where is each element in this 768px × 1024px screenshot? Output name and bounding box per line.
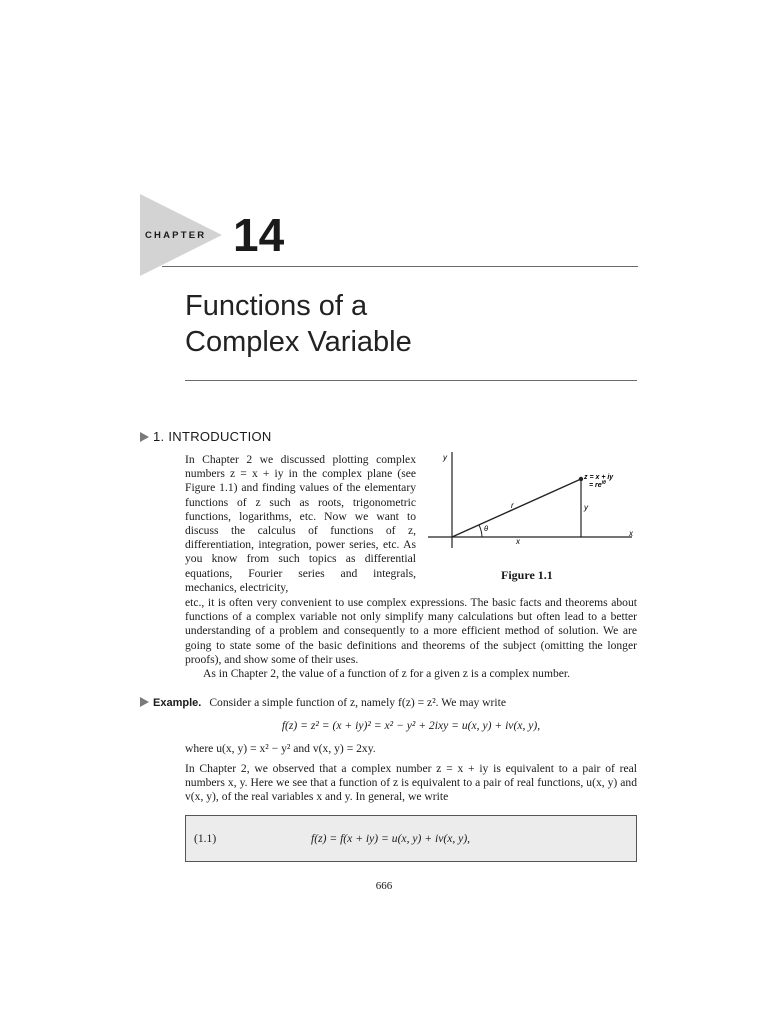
example-where-line: where u(x, y) = x² − y² and v(x, y) = 2xy. xyxy=(185,742,376,755)
example-line xyxy=(140,696,506,709)
chapter-title-line2: Complex Variable xyxy=(185,326,412,358)
y-segment-label: y xyxy=(584,503,588,512)
intro-paragraph-narrow: In Chapter 2 we discussed plotting complex numbers z = x + iy in the complex plane (see Figure 1.1) and finding values of the elementary functions of z such as roots, trigonometric functions, logarithms, etc. Now we want to discuss the calculus of functions of z, differentiation, integration, power series, etc. As you know from such topics as differential equations, Fourier series and integrals, mechanics, electricity, xyxy=(185,453,416,594)
chapter-label: CHAPTER xyxy=(145,230,207,241)
point-label-line2 xyxy=(589,480,606,489)
example-equation: f(z) = z² = (x + iy)² = x² − y² + 2ixy = u(x, y) + iv(x, y), xyxy=(281,719,541,732)
complex-plane-figure xyxy=(424,448,644,548)
chapter-title-line1: Functions of a xyxy=(185,290,368,322)
chapter-title xyxy=(185,288,625,360)
chapter-rule-top xyxy=(162,266,638,267)
section-bullet-icon xyxy=(140,432,149,442)
point-label-line1: z = x + iy xyxy=(584,474,614,481)
section-heading-text: 1. INTRODUCTION xyxy=(153,429,272,444)
figure-caption: Figure 1.1 xyxy=(501,568,553,582)
y-axis-label: y xyxy=(443,453,447,462)
paragraph-complex-pair: In Chapter 2, we observed that a complex number z = x + iy is equivalent to a pair of real numbers x, y. Here we see that a function of z is equivalent to a pair of real functions, u(x, y) and v(x, y), of the real variables x and y. In general, we write xyxy=(185,762,637,804)
radius-line xyxy=(452,479,581,537)
page-number: 666 xyxy=(375,880,393,892)
point-z xyxy=(579,477,583,481)
x-axis-label: x xyxy=(629,529,633,538)
boxed-equation xyxy=(185,815,637,862)
example-bullet-icon xyxy=(140,697,149,707)
chapter-rule-bottom xyxy=(185,380,637,381)
x-segment-label: x xyxy=(516,537,520,546)
example-text: Consider a simple function of z, namely f(z) = z². We may write xyxy=(209,696,506,709)
chapter-number: 14 xyxy=(233,209,285,261)
intro-paragraph-wide xyxy=(185,596,637,681)
theta-arc xyxy=(479,525,482,537)
intro-last-line: As in Chapter 2, the value of a function of z for a given z is a complex number. xyxy=(203,667,571,681)
intro-wide-text: etc., it is often very convenient to use complex expressions. The basic facts and theorems about functions of a complex variable not only simplify many calculations but often lead to a better understanding of a problem and consequently to a more efficient method of solution. We are going to state some of the basic definitions and theorems of the subject (omitting the longer proofs), and show some of their uses. xyxy=(185,596,637,666)
section-heading xyxy=(140,429,272,444)
r-label: r xyxy=(511,501,514,510)
theta-label: θ xyxy=(484,524,489,533)
example-label: Example. xyxy=(153,697,202,709)
point-label-exponent: iθ xyxy=(601,480,606,486)
equation-label: (1.1) xyxy=(194,832,217,845)
point-label-line2-text: = re xyxy=(589,482,602,489)
equation-body: f(z) = f(x + iy) = u(x, y) + iv(x, y), xyxy=(311,832,471,845)
